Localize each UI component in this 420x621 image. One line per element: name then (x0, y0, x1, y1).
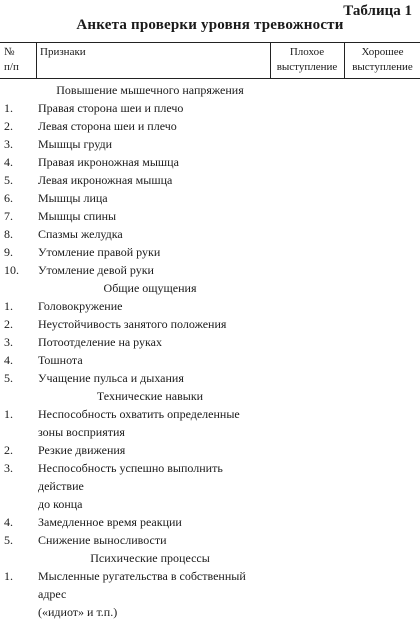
row-sign-line: Снижение выносливости (38, 533, 167, 547)
row-sign-line: Резкие движения (38, 443, 126, 457)
table-row (0, 315, 420, 333)
row-number: 3. (4, 335, 13, 349)
row-sign (38, 99, 270, 117)
row-number: 3. (4, 461, 13, 475)
row-sign (38, 441, 270, 459)
table-row (0, 207, 420, 225)
row-number: 1. (4, 407, 13, 421)
header-bad-performance (271, 45, 343, 75)
row-sign-line: Левая икроножная мышца (38, 173, 173, 187)
row-number: 2. (4, 317, 13, 331)
row-number: 7. (4, 209, 13, 223)
row-sign-line: Головокружение (38, 299, 123, 313)
row-sign-line: зоны восприятия (38, 425, 125, 439)
header-number-line: № (4, 46, 15, 58)
header-bad-line: Плохое (289, 46, 325, 58)
column-divider (36, 42, 37, 78)
row-sign (38, 153, 270, 171)
row-number: 8. (4, 227, 13, 241)
table-row (0, 261, 420, 279)
table-row (0, 297, 420, 315)
row-sign-line: Неустойчивость занятого положения (38, 317, 227, 331)
section-heading: Психические процессы (90, 551, 210, 565)
table-row (0, 189, 420, 207)
table-row (0, 369, 420, 387)
row-sign (38, 459, 270, 513)
header-top-rule (0, 42, 420, 43)
row-sign (38, 297, 270, 315)
section-heading: Повышение мышечного напряжения (56, 83, 244, 97)
row-sign (38, 117, 270, 135)
row-sign-line: Мышцы лица (38, 191, 108, 205)
header-good-line: Хорошее (361, 46, 404, 58)
row-sign-line: Мышцы спины (38, 209, 117, 223)
row-sign-line: Потоотделение на руках (38, 335, 163, 349)
row-sign-line: Правая икроножная мышца (38, 155, 179, 169)
header-bad-line: выступление (276, 61, 338, 73)
document-title: Анкета проверки уровня тревожности (76, 17, 344, 33)
row-number: 4. (4, 353, 13, 367)
table-row (0, 531, 420, 549)
header-good-performance (345, 45, 420, 75)
row-sign-line: Утомление правой руки (38, 245, 161, 259)
row-sign (38, 351, 270, 369)
table-row (0, 135, 420, 153)
row-sign (38, 405, 270, 441)
row-sign-line: Неспособность охватить определенные (38, 407, 240, 421)
row-sign (38, 369, 270, 387)
row-sign-line: Правая сторона шеи и плечо (38, 101, 184, 115)
row-sign (38, 243, 270, 261)
row-sign-line: Мышцы груди (38, 137, 112, 151)
row-sign-line: Утомление девой руки (38, 263, 154, 277)
table-row (0, 171, 420, 189)
header-good-line: выступление (352, 61, 413, 73)
row-sign-line: до конца (38, 497, 83, 511)
row-sign (38, 189, 270, 207)
row-sign (38, 531, 270, 549)
row-number: 9. (4, 245, 13, 259)
row-sign (38, 567, 270, 621)
header-number (4, 45, 34, 75)
row-sign (38, 315, 270, 333)
row-number: 1. (4, 569, 13, 583)
table-row (0, 567, 420, 621)
row-sign-line: Учащение пульса и дыхания (38, 371, 184, 385)
row-number: 6. (4, 191, 13, 205)
row-sign (38, 171, 270, 189)
row-number: 5. (4, 533, 13, 547)
row-sign-line: («идиот» и т.п.) (38, 605, 118, 619)
table-row (0, 405, 420, 441)
table-row (0, 225, 420, 243)
header-signs (40, 45, 260, 60)
table-row (0, 459, 420, 513)
row-number: 4. (4, 155, 13, 169)
row-sign-line: Тошнота (38, 353, 83, 367)
row-number: 2. (4, 119, 13, 133)
row-sign (38, 261, 270, 279)
row-number: 5. (4, 371, 13, 385)
table-row (0, 351, 420, 369)
row-sign (38, 333, 270, 351)
row-number: 4. (4, 515, 13, 529)
section-heading: Технические навыки (96, 389, 204, 403)
section-heading: Общие ощущения (103, 281, 197, 295)
row-sign (38, 207, 270, 225)
table-row (0, 333, 420, 351)
row-sign (38, 135, 270, 153)
row-number: 1. (4, 101, 13, 115)
table-row (0, 243, 420, 261)
row-sign-line: Замедленное время реакции (38, 515, 182, 529)
table-body (0, 81, 420, 621)
row-number: 1. (4, 299, 13, 313)
header-bottom-rule (0, 78, 420, 79)
row-number: 2. (4, 443, 13, 457)
row-sign-line: Спазмы желудка (38, 227, 123, 241)
table-row (0, 441, 420, 459)
table-row (0, 513, 420, 531)
row-number: 5. (4, 173, 13, 187)
table-row (0, 117, 420, 135)
row-sign-line: Неспособность успешно выполнить действие (38, 461, 223, 493)
row-sign-line: Мысленные ругательства в собственный адрес (38, 569, 246, 601)
header-number-line: п/п (4, 61, 19, 73)
row-number: 3. (4, 137, 13, 151)
table-row (0, 99, 420, 117)
row-sign (38, 225, 270, 243)
row-number: 10. (4, 263, 19, 277)
row-sign-line: Левая сторона шеи и плечо (38, 119, 177, 133)
table-row (0, 153, 420, 171)
table-label: Таблица 1 (343, 3, 412, 19)
row-sign (38, 513, 270, 531)
header-signs-label: Признаки (40, 46, 86, 58)
